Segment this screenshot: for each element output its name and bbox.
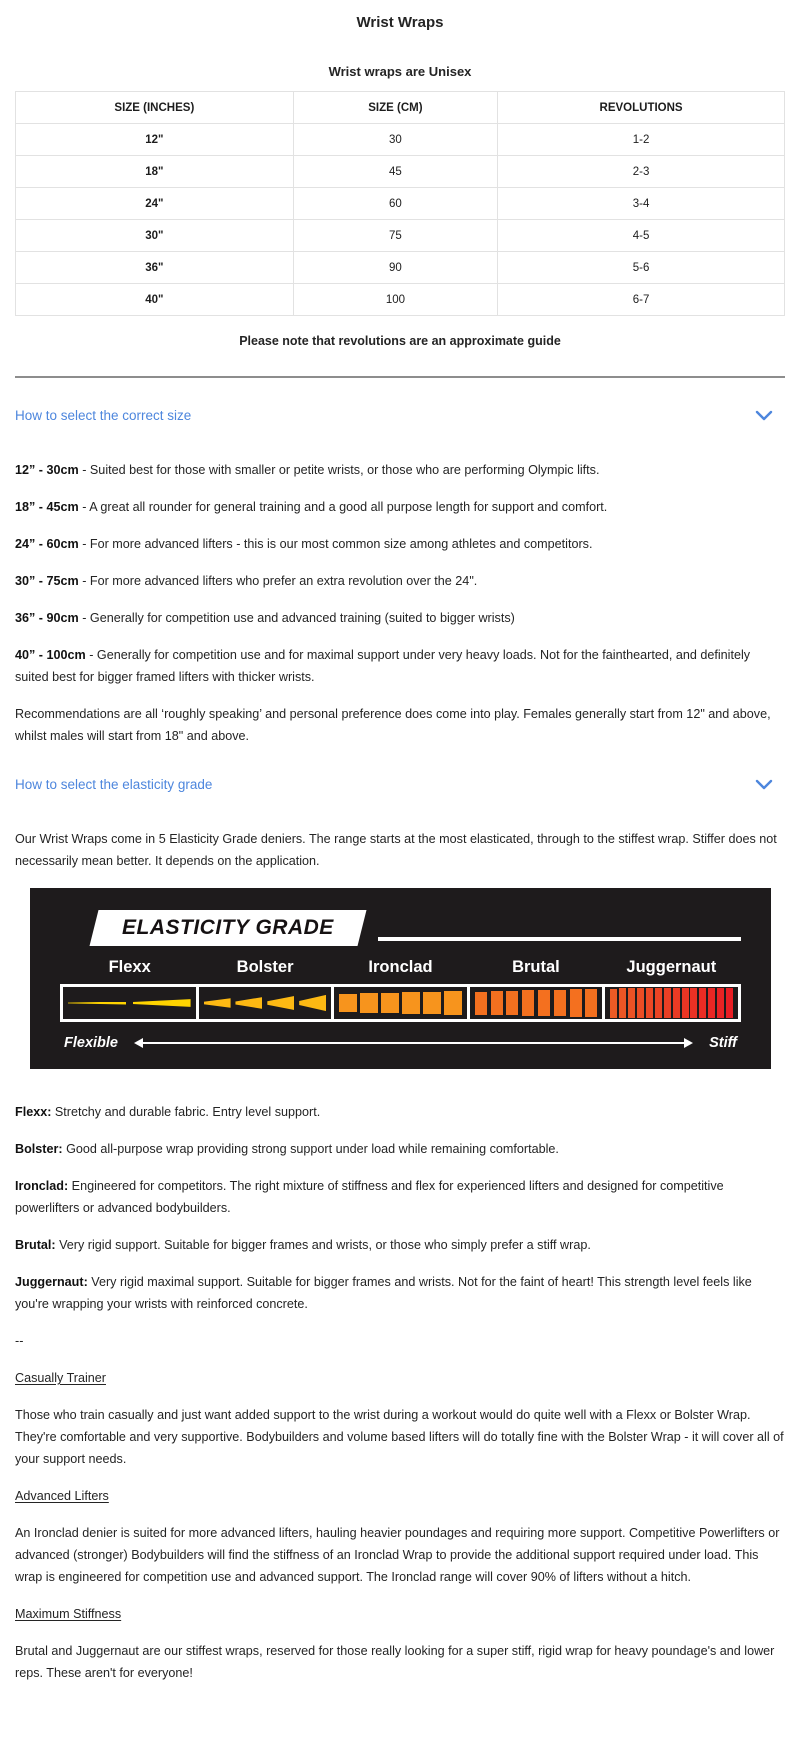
size-guide-item: 18” - 45cm - A great all rounder for general training and a good all purpose length for support and comfort. — [15, 500, 608, 514]
table-cell: 30" — [16, 220, 294, 252]
grade-bar-segment — [267, 996, 294, 1011]
section-heading: Casually Trainer — [15, 1371, 106, 1385]
column-header: SIZE (CM) — [293, 92, 497, 124]
table-row — [16, 188, 785, 220]
column-header: REVOLUTIONS — [498, 92, 785, 124]
column-header: SIZE (INCHES) — [16, 92, 294, 124]
size-table — [15, 91, 785, 316]
grade-bar-segment — [628, 988, 635, 1017]
table-cell: 90 — [293, 252, 497, 284]
grade-cell-flexx — [63, 987, 199, 1019]
grade-bar-segment — [554, 990, 566, 1017]
table-cell: 5-6 — [498, 252, 785, 284]
size-guide-item-lead: 24” - 60cm — [15, 537, 79, 551]
grade-description: Bolster: Good all-purpose wrap providing strong support under load while remaining comfortable. — [15, 1142, 559, 1156]
size-guide-item: 30” - 75cm - For more advanced lifters who prefer an extra revolution over the 24". — [15, 574, 478, 588]
table-row — [16, 124, 785, 156]
size-recommendation-note: Recommendations are all ‘roughly speaking’ and personal preference does come into play. Females generally start from 12" and above, whilst males will start from 18" and above. — [15, 707, 771, 743]
grade-bar-segment — [299, 995, 326, 1012]
grade-label-juggernaut: Juggernaut — [626, 958, 717, 976]
grade-bar-segment — [637, 988, 644, 1017]
banner-heading-row — [60, 910, 741, 946]
grade-bar-segment — [610, 989, 617, 1018]
table-row — [16, 284, 785, 316]
section-paragraph: Those who train casually and just want added support to the wrist during a workout would do quite well with a Flexx or Bolster Wrap. They're comfortable and very supportive. Bodybuilders and volume based lifters will do totally fine with the Bolster Wrap - it will cover all of your support needs. — [15, 1408, 784, 1466]
flexible-label: Flexible — [64, 1035, 118, 1051]
grade-bar-segment — [655, 988, 662, 1017]
grade-label-flexx: Flexx — [108, 958, 151, 976]
grade-descriptions-list — [15, 1101, 785, 1315]
dashes-paragraph: -- — [15, 1334, 24, 1348]
table-cell: 2-3 — [498, 156, 785, 188]
grade-bar-segment — [682, 988, 689, 1018]
section-paragraph: An Ironclad denier is suited for more advanced lifters, hauling heavier poundages and requiring more support. Competitive Powerlifters or advanced (stronger) Bodybuilders will find the stiffness of an Ironclad Wrap to provide the additional support required under load. This wrap is engineered for competition use and advanced support. The Ironclad range will cover 90% of lifters without a hitch. — [15, 1526, 780, 1584]
grade-label-bolster: Bolster — [236, 958, 294, 976]
table-cell: 1-2 — [498, 124, 785, 156]
grade-label-ironclad: Ironclad — [368, 958, 433, 976]
subtitle: Wrist wraps are Unisex — [328, 64, 472, 79]
grade-bar-segment — [619, 988, 626, 1017]
section-heading: Maximum Stiffness — [15, 1607, 122, 1621]
banner-heading-line — [378, 937, 741, 941]
flexible-stiff-arrow — [136, 1042, 691, 1044]
chevron-down-icon — [755, 778, 773, 791]
grade-bar-segment — [585, 989, 597, 1017]
stiff-label: Stiff — [709, 1035, 737, 1051]
table-row — [16, 252, 785, 284]
grade-bar-segment — [360, 993, 378, 1012]
elasticity-grade-heading-text: ELASTICITY GRADE — [122, 916, 334, 939]
grade-description-lead: Bolster: — [15, 1142, 63, 1156]
section-heading: Advanced Lifters — [15, 1489, 109, 1503]
section-divider — [15, 376, 785, 378]
grade-cell-juggernaut — [605, 987, 738, 1019]
grade-bar-segment — [726, 988, 733, 1018]
grade-description: Flexx: Stretchy and durable fabric. Entry level support. — [15, 1105, 321, 1119]
table-cell: 45 — [293, 156, 497, 188]
grade-bar-segment — [402, 992, 420, 1014]
grade-bar-segment — [646, 988, 653, 1017]
table-cell: 3-4 — [498, 188, 785, 220]
table-note: Please note that revolutions are an approximate guide — [239, 334, 561, 348]
table-row — [16, 220, 785, 252]
grade-description: Juggernaut: Very rigid maximal support. Suitable for bigger frames and wrists. Not for the faint of heart! This strength level feels like you're wrapping your wrists with reinforced concrete. — [15, 1275, 752, 1311]
grade-description: Ironclad: Engineered for competitors. The right mixture of stiffness and flex for experienced lifters and designed for competitive powerlifters or advanced bodybuilders. — [15, 1179, 724, 1215]
page-title: Wrist Wraps — [356, 14, 444, 31]
table-cell: 36" — [16, 252, 294, 284]
grade-bar-segment — [570, 989, 582, 1016]
elasticity-grade-bar — [60, 984, 741, 1022]
chevron-down-icon — [755, 409, 773, 422]
size-guide-list — [15, 459, 785, 688]
audience-sections — [15, 1367, 785, 1684]
banner-scale-row — [60, 1035, 741, 1051]
accordion-how-to-select-size[interactable] — [15, 408, 785, 423]
accordion-label: How to select the correct size — [15, 408, 192, 423]
grade-bar-segment — [339, 994, 357, 1012]
grade-bar-segment — [475, 992, 487, 1015]
table-cell: 12" — [16, 124, 294, 156]
table-cell: 30 — [293, 124, 497, 156]
grade-label-brutal: Brutal — [512, 958, 560, 976]
accordion-how-to-select-elasticity[interactable] — [15, 777, 785, 792]
accordion-label: How to select the elasticity grade — [15, 777, 213, 792]
size-guide-item-lead: 40” - 100cm — [15, 648, 86, 662]
size-guide-item: 40” - 100cm - Generally for competition use and for maximal support under very heavy loads. Not for the fainthearted, and definitely suited best for bigger framed lifters with thicker wrists. — [15, 648, 751, 684]
grade-bar-segment — [538, 990, 550, 1016]
grade-bar-segment — [699, 988, 706, 1018]
grade-description: Brutal: Very rigid support. Suitable for bigger frames and wrists, or those who simply prefer a stiff wrap. — [15, 1238, 591, 1252]
size-guide-item-lead: 36” - 90cm — [15, 611, 79, 625]
table-cell: 75 — [293, 220, 497, 252]
grade-description-lead: Brutal: — [15, 1238, 56, 1252]
grade-bar-segment — [717, 988, 724, 1018]
grade-bar-segment — [133, 999, 191, 1007]
table-cell: 24" — [16, 188, 294, 220]
grade-bar-segment — [708, 988, 715, 1018]
grade-bar-segment — [423, 992, 441, 1015]
size-guide-item: 36” - 90cm - Generally for competition use and advanced training (suited to bigger wrists) — [15, 611, 515, 625]
table-cell: 6-7 — [498, 284, 785, 316]
elasticity-grade-banner — [30, 888, 771, 1069]
table-row — [16, 156, 785, 188]
grade-description-lead: Ironclad: — [15, 1179, 69, 1193]
section-paragraph: Brutal and Juggernaut are our stiffest wraps, reserved for those really looking for a super stiff, rigid wrap for heavy poundage's and lower reps. These aren't for everyone! — [15, 1644, 775, 1680]
grade-description-lead: Juggernaut: — [15, 1275, 88, 1289]
grade-bar-segment — [522, 990, 534, 1015]
table-cell: 100 — [293, 284, 497, 316]
grade-bar-segment — [673, 988, 680, 1018]
grade-description-lead: Flexx: — [15, 1105, 52, 1119]
table-cell: 4-5 — [498, 220, 785, 252]
table-cell: 40" — [16, 284, 294, 316]
grade-bar-segment — [444, 991, 462, 1015]
grade-bar-segment — [690, 988, 697, 1018]
grade-cell-bolster — [199, 987, 335, 1019]
size-guide-item-lead: 30” - 75cm — [15, 574, 79, 588]
grade-bar-segment — [235, 997, 262, 1009]
size-guide-item-lead: 12” - 30cm — [15, 463, 79, 477]
grade-cell-ironclad — [334, 987, 470, 1019]
grade-cell-brutal — [470, 987, 606, 1019]
grade-bar-segment — [491, 991, 503, 1015]
grade-bar-segment — [68, 1002, 126, 1005]
grade-bar-segment — [204, 998, 231, 1008]
size-guide-item: 24” - 60cm - For more advanced lifters - this is our most common size among athletes and competitors. — [15, 537, 593, 551]
table-header-row — [16, 92, 785, 124]
grade-bar-segment — [506, 991, 518, 1015]
grade-bar-segment — [381, 993, 399, 1013]
size-guide-item-lead: 18” - 45cm — [15, 500, 79, 514]
elasticity-grade-heading — [90, 910, 367, 946]
elasticity-intro: Our Wrist Wraps come in 5 Elasticity Grade deniers. The range starts at the most elasticated, through to the stiffest wrap. Stiffer does not necessarily mean better. It depends on the application. — [15, 832, 777, 868]
size-guide-item: 12” - 30cm - Suited best for those with smaller or petite wrists, or those who are performing Olympic lifts. — [15, 463, 600, 477]
grade-labels-row — [62, 958, 739, 977]
table-cell: 60 — [293, 188, 497, 220]
grade-bar-segment — [664, 988, 671, 1017]
table-cell: 18" — [16, 156, 294, 188]
